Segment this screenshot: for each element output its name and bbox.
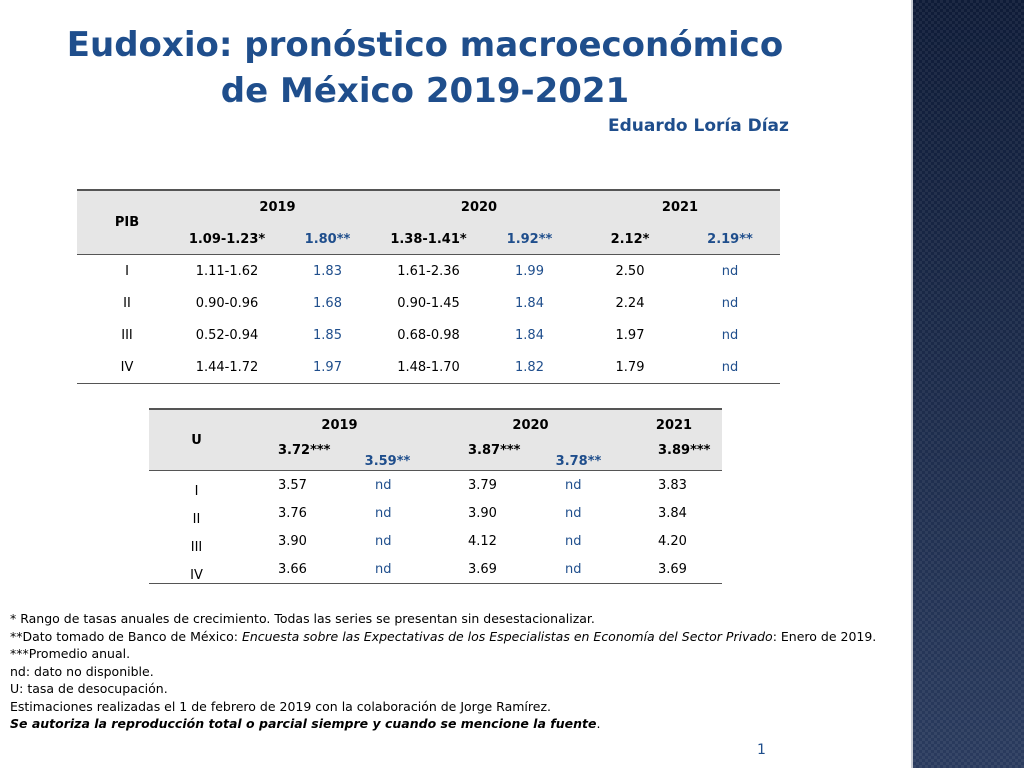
pib-annual-2020-range: 1.38-1.41* <box>378 224 479 255</box>
quarter-label: I <box>125 263 129 279</box>
table-cell: nd <box>721 263 739 279</box>
table-cell: 1.61-2.36 <box>397 263 460 279</box>
pib-annual-2019-range: 1.09-1.23* <box>177 224 277 255</box>
table-cell: 1.82 <box>479 351 580 384</box>
table-cell: nd <box>721 327 739 343</box>
table-cell: nd <box>531 555 626 584</box>
pib-table <box>77 189 780 384</box>
table-cell: 3.57 <box>278 477 307 493</box>
table-cell: 3.83 <box>658 477 687 493</box>
title-line-1: Eudoxio: pronóstico macroeconómico <box>66 25 784 65</box>
table-cell: nd <box>565 505 582 521</box>
footnote-range: * Rango de tasas anuales de crecimiento. Todas las series se presentan sin desestacionalizar. <box>10 611 595 626</box>
table-cell: nd <box>340 555 435 584</box>
table-row <box>77 319 780 351</box>
table-cell: 0.68-0.98 <box>397 327 460 343</box>
table-cell: 3.90 <box>468 505 497 521</box>
quarter-label: IV <box>77 351 177 384</box>
footnote-annual-average: ***Promedio anual. <box>10 646 131 661</box>
table-row <box>149 555 722 584</box>
page-number: 1 <box>757 742 766 758</box>
pib-label: PIB <box>77 190 177 255</box>
u-year-2019: 2019 <box>244 409 435 440</box>
table-cell: 1.83 <box>313 263 342 279</box>
u-year-2020: 2020 <box>435 409 626 440</box>
table-cell: nd <box>375 477 392 493</box>
unemployment-table <box>149 408 722 584</box>
footnote-nd: nd: dato no disponible. <box>10 663 154 679</box>
pib-year-2020: 2020 <box>378 190 580 224</box>
reproduction-notice: Se autoriza la reproducción total o parcial siempre y cuando se mencione la fuente <box>10 716 597 731</box>
pib-annual-2021-range: 2.12* <box>580 224 680 255</box>
footnote-reproduction <box>10 715 876 733</box>
pib-year-2021: 2021 <box>580 190 780 224</box>
quarter-label: III <box>190 540 203 555</box>
u-year-2021: 2021 <box>626 409 722 440</box>
table-cell: 0.52-0.94 <box>195 327 259 343</box>
quarter-label: I <box>194 484 199 499</box>
footnote-banxico-suffix: : Enero de 2019. <box>772 628 877 644</box>
table-cell: 4.12 <box>468 533 497 549</box>
table-cell: 3.69 <box>435 555 531 584</box>
table-cell: nd <box>565 477 582 493</box>
table-cell: 0.90-1.45 <box>397 295 460 311</box>
pib-annual-2019-banxico: 1.80** <box>277 224 378 255</box>
table-cell: 1.97 <box>277 351 378 384</box>
table-row <box>77 255 780 288</box>
table-cell: 0.90-0.96 <box>195 295 259 311</box>
table-cell: 1.97 <box>615 327 645 343</box>
table-cell: 1.68 <box>313 295 342 311</box>
footnote-banxico <box>10 628 876 646</box>
footnote-estimates: Estimaciones realizadas el 1 de febrero de 2019 con la colaboración de Jorge Ramírez. <box>10 698 551 714</box>
survey-name: Encuesta sobre las Expectativas de los Especialistas en Economía del Sector Privado <box>241 628 773 644</box>
quarter-label: II <box>123 295 131 311</box>
table-row <box>149 471 722 500</box>
table-cell: 1.11-1.62 <box>195 263 259 279</box>
table-cell: nd <box>375 533 392 549</box>
table-cell: nd <box>721 295 739 311</box>
table-cell: nd <box>565 533 582 549</box>
footnote-banxico-prefix: **Dato tomado de Banco de México: <box>10 628 242 644</box>
table-cell: 1.48-1.70 <box>378 351 479 384</box>
table-cell: 3.84 <box>658 505 687 521</box>
pib-annual-2021-banxico: 2.19** <box>680 224 780 255</box>
table-row <box>149 499 722 527</box>
table-cell: 1.84 <box>515 327 544 343</box>
u-label: U <box>149 409 244 471</box>
footnotes <box>10 610 876 733</box>
table-row <box>149 527 722 555</box>
u-annual-2020-banxico: 3.78** <box>531 440 626 471</box>
quarter-label: III <box>121 327 133 343</box>
pib-annual-2020-banxico: 1.92** <box>479 224 580 255</box>
footnote-u: U: tasa de desocupación. <box>10 681 168 696</box>
title-line-2: de México 2019-2021 <box>220 71 630 111</box>
quarter-label: IV <box>149 555 244 584</box>
table-cell: 1.99 <box>515 263 544 279</box>
slide-title <box>40 22 810 114</box>
table-cell: nd <box>680 351 780 384</box>
table-cell: 4.20 <box>658 533 687 549</box>
u-annual-2020: 3.87*** <box>435 440 531 471</box>
table-cell: 3.90 <box>278 533 307 549</box>
table-cell: 1.84 <box>515 295 544 311</box>
table-cell: 1.79 <box>580 351 680 384</box>
author-name: Eduardo Loría Díaz <box>608 116 789 136</box>
table-cell: 2.24 <box>615 295 645 311</box>
decorative-sidebar <box>913 0 1024 768</box>
u-annual-2021: 3.89*** <box>626 440 722 471</box>
table-row <box>77 351 780 384</box>
u-annual-2019-banxico: 3.59** <box>340 440 435 471</box>
table-cell: 3.76 <box>278 505 307 521</box>
pib-year-2019: 2019 <box>177 190 378 224</box>
u-annual-2019: 3.72*** <box>244 440 340 471</box>
table-cell: 1.44-1.72 <box>177 351 277 384</box>
table-cell: nd <box>375 505 392 521</box>
table-cell: 3.79 <box>468 477 497 493</box>
reproduction-period: . <box>596 716 601 731</box>
table-cell: 3.69 <box>626 555 722 584</box>
table-cell: 1.85 <box>313 327 342 343</box>
quarter-label: II <box>192 512 201 527</box>
table-row <box>77 287 780 319</box>
table-cell: 2.50 <box>615 263 645 279</box>
table-cell: 3.66 <box>244 555 340 584</box>
